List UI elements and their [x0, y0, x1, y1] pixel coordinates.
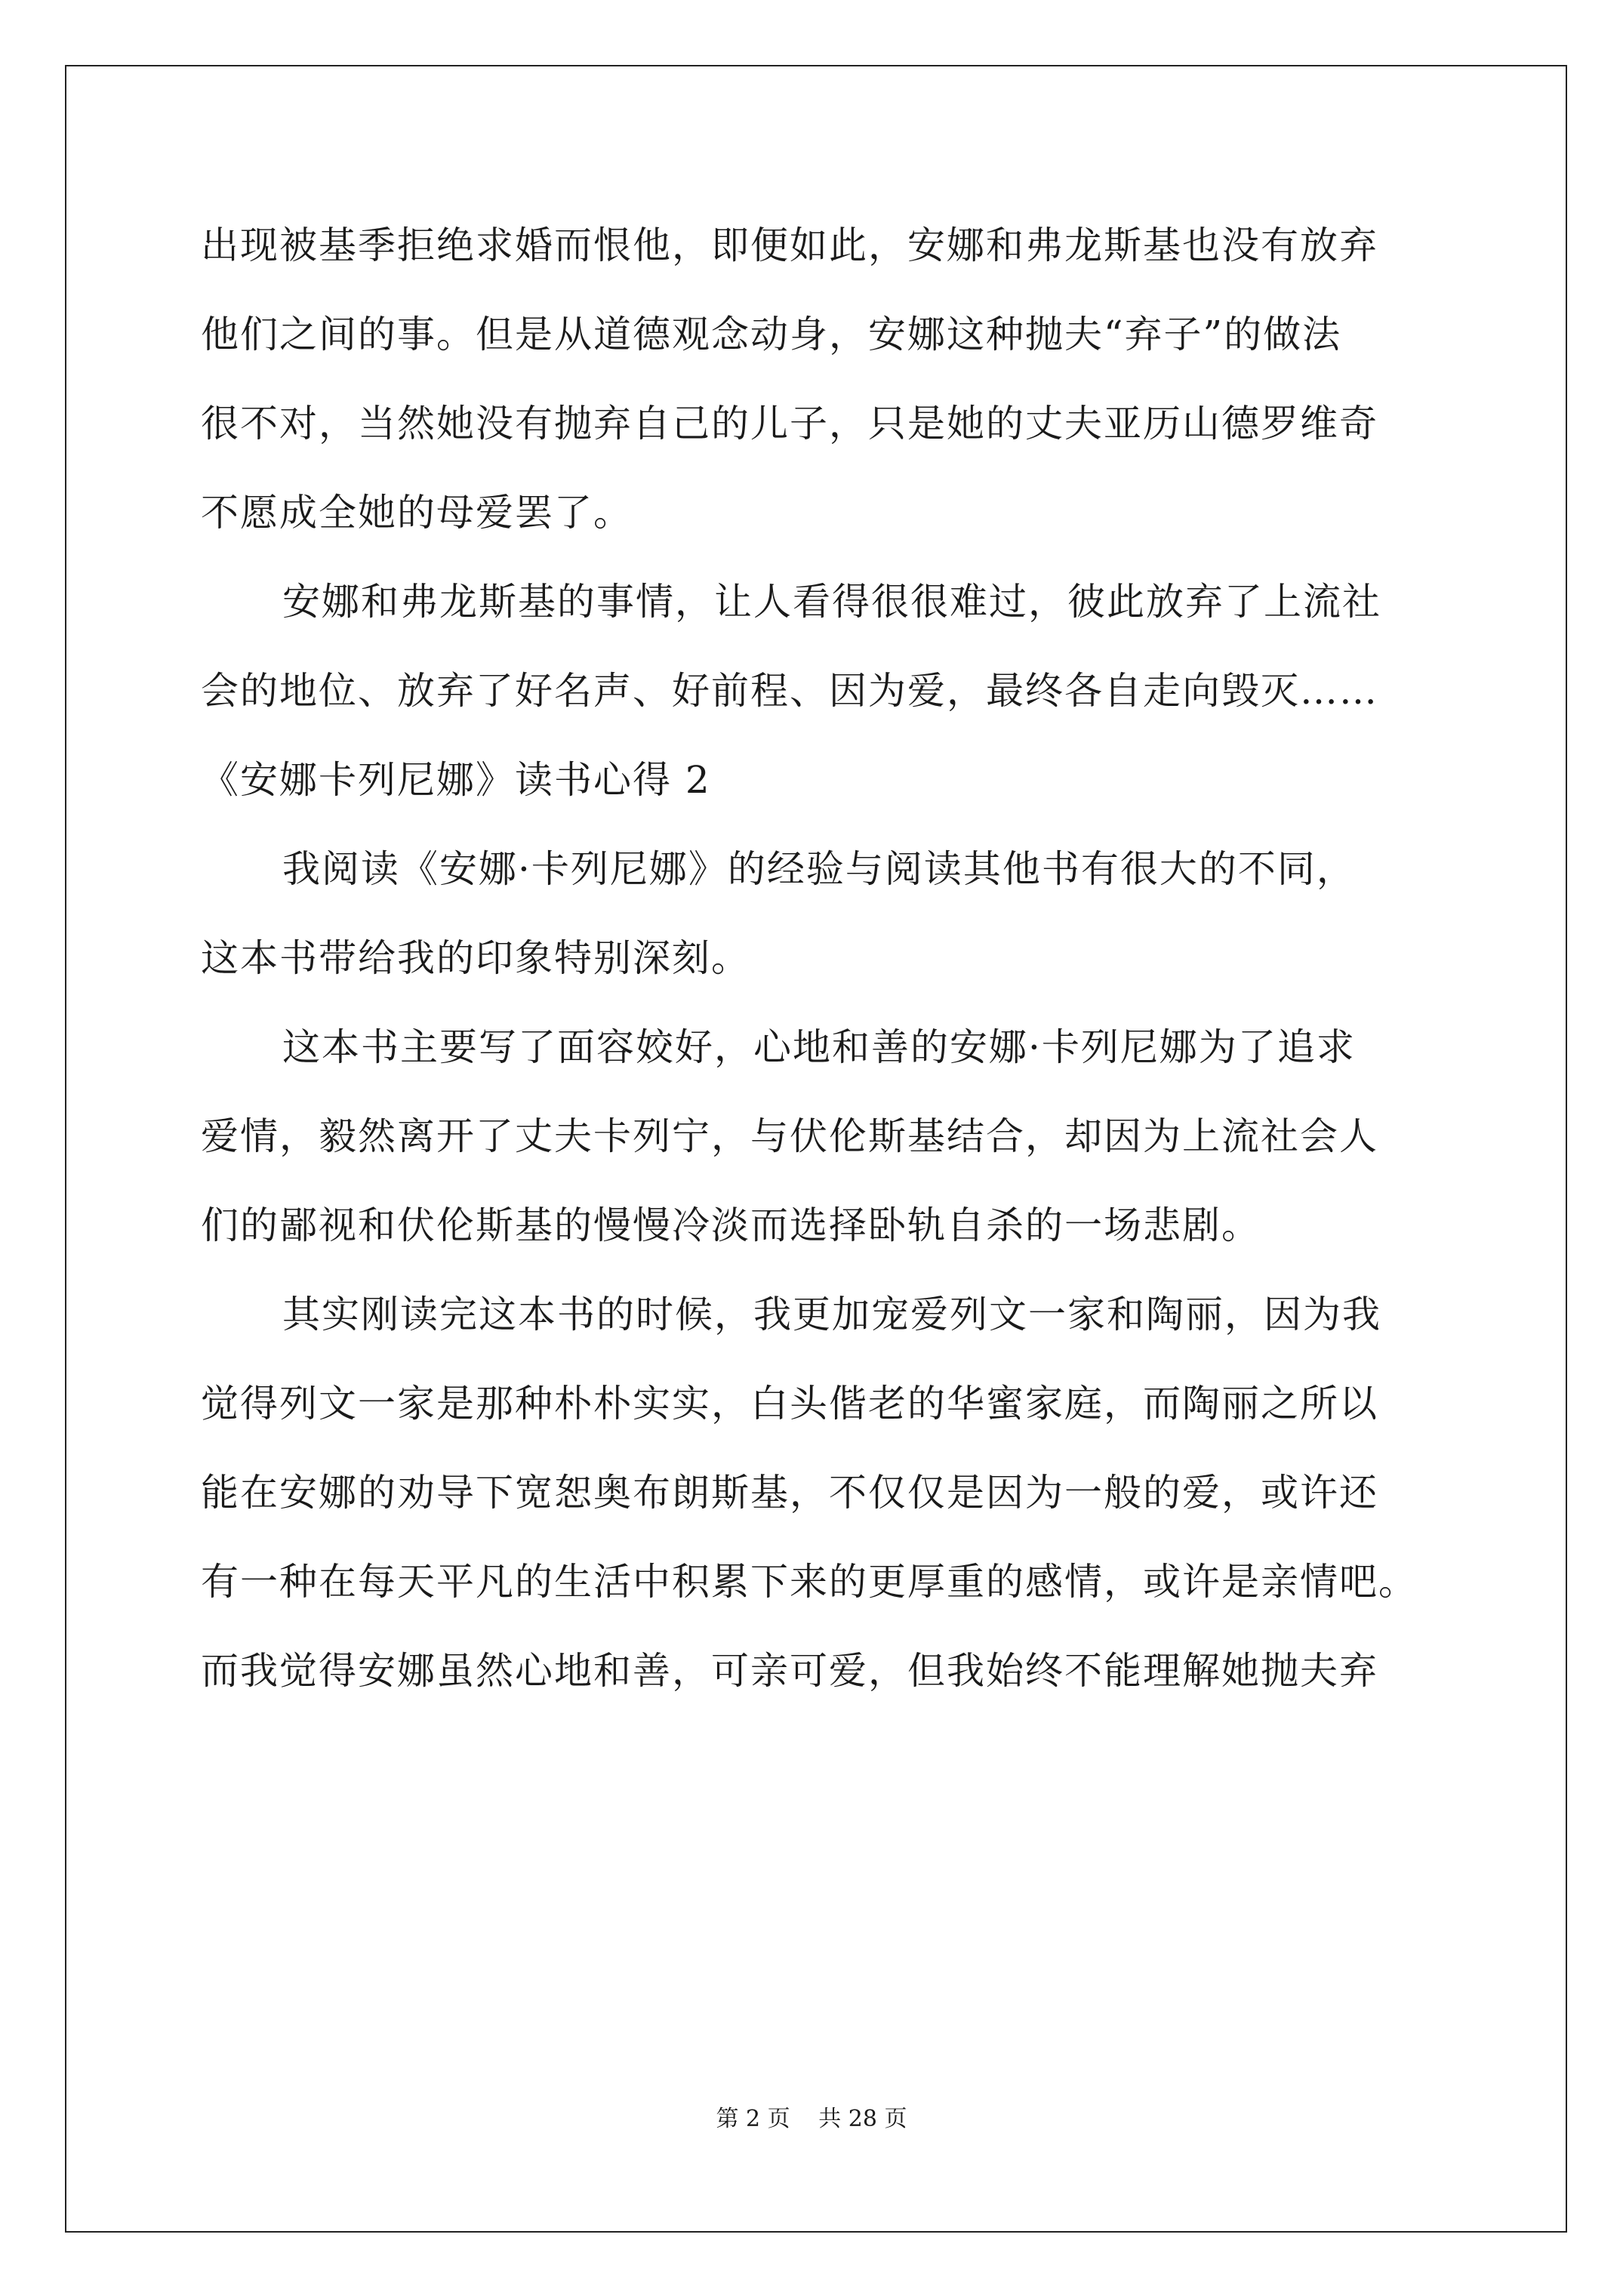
paragraph-start-line: 这本书主要写了面容姣好，心地和善的安娜·卡列尼娜为了追求 [282, 1025, 1356, 1069]
text-line: 不愿成全她的母爱罢了。 [201, 491, 633, 535]
text-line: 觉得列文一家是那种朴朴实实，白头偕老的华蜜家庭，而陶丽之所以 [201, 1382, 1378, 1425]
page-footer [0, 2104, 1623, 2134]
text-line: 这本书带给我的印象特别深刻。 [201, 936, 750, 980]
paragraph-start-line: 其实刚读完这本书的时候，我更加宠爱列文一家和陶丽，因为我 [282, 1293, 1381, 1336]
paragraph-start-line: 安娜和弗龙斯基的事情，让人看得很很难过，彼此放弃了上流社 [282, 580, 1381, 624]
text-line: 很不对，当然她没有抛弃自己的儿子，只是她的丈夫亚历山德罗维奇 [201, 402, 1378, 445]
page-total: 共 28 页 [818, 2106, 907, 2132]
text-line: 能在安娜的劝导下宽恕奥布朗斯基，不仅仅是因为一般的爱，或许还 [201, 1471, 1378, 1515]
text-line: 他们之间的事。但是从道德观念动身，安娜这种抛夫“弃子”的做法 [201, 313, 1342, 356]
paragraph-start-line: 我阅读《安娜·卡列尼娜》的经验与阅读其他书有很大的不同， [282, 847, 1356, 891]
text-line: 出现被基季拒绝求婚而恨他，即便如此，安娜和弗龙斯基也没有放弃 [201, 223, 1378, 267]
text-line: 而我觉得安娜虽然心地和善，可亲可爱，但我始终不能理解她抛夫弃 [201, 1649, 1378, 1693]
section-heading: 《安娜卡列尼娜》读书心得 2 [201, 758, 711, 802]
text-line: 会的地位、放弃了好名声、好前程、因为爱，最终各自走向毁灭…… [201, 669, 1378, 713]
text-line: 有一种在每天平凡的生活中积累下来的更厚重的感情，或许是亲情吧。 [201, 1560, 1418, 1604]
text-line: 爱情，毅然离开了丈夫卡列宁，与伏伦斯基结合，却因为上流社会人 [201, 1114, 1378, 1158]
text-line: 们的鄙视和伏伦斯基的慢慢冷淡而选择卧轨自杀的一场悲剧。 [201, 1203, 1261, 1247]
page-number: 第 2 页 [716, 2106, 790, 2132]
